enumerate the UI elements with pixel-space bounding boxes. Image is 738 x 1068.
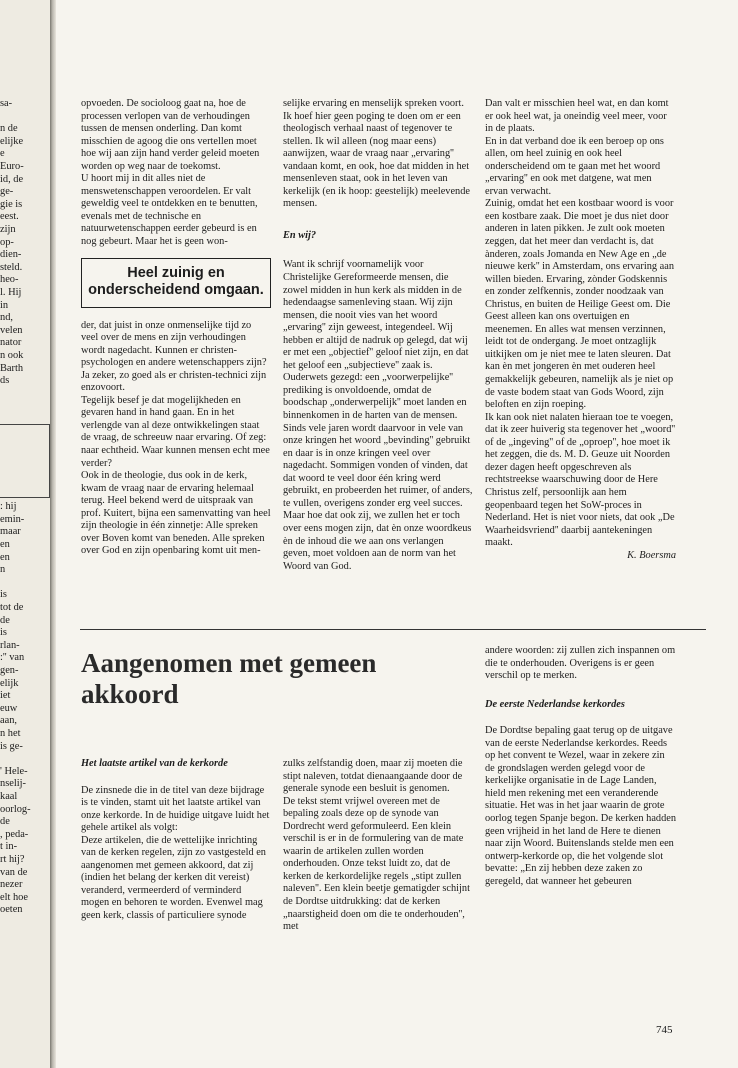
previous-page-fragment: kaal [0, 791, 18, 802]
previous-page-fragment: oeten [0, 904, 23, 916]
paragraph: zulks zelfstandig doen, maar zij moeten die stipt naleven, totdat dienaangaande door de generale synode een besluit is genomen. [283, 758, 463, 795]
previous-page-fragment: n [0, 564, 6, 576]
previous-page-fragment: l. Hij [0, 287, 22, 298]
paragraph: andere woorden: zij zullen zich inspannen om die te onderhouden. Overigens is er geen verschil op te merken. [485, 645, 676, 682]
author-signature: K. Boersma [627, 549, 676, 561]
previous-page-fragment: tot de [0, 602, 24, 613]
previous-page-fragment: nator [0, 337, 22, 349]
paragraph: U hoort mij in dit alles niet de menswetenschappen veroordelen. Er valt geweldig veel te ontdekken en te benutten, evenals met de technische en natuurwetenschappen eerder gebeurd is en nog gebeurt. Maar het is geen won- [81, 173, 258, 248]
paragraph: En in dat verband doe ik een beroep op ons allen, om heel zuinig en ook heel onderscheidend om te gaan met het woord „ervaring'' en ook met datgene, wat men ervan verwacht. [485, 135, 664, 197]
previous-page-fragment: :'' van [0, 652, 25, 664]
paragraph: selijke ervaring en menselijk spreken voort. Ik hoef hier geen poging te doen om er een theologisch verhaal naast of tegenover te stellen. Ik wil alleen (nog maar eens) aanwijzen, waar de vraag naar „ervaring'' vandaan komt, en ook, hoe dat midden in het mensenleven staat, ook in het leven van kerkelijk (en ik hoop: geestelijk) meelevende mensen. [283, 98, 470, 210]
previous-page-fragment: de [0, 614, 10, 626]
previous-page-fragment: , peda- [0, 828, 29, 840]
previous-page-fragment: steld. [0, 261, 23, 273]
paragraph: Want ik schrijf voornamelijk voor Christelijke Gereformeerde mensen, die zowel midden in hun kerk als midden in de hedendaagse samenleving staan. Wij zijn mensen, die nooit vies van het woord „ervaring'' zijn geweest, integendeel. Wij hebben er altijd de nadruk op gelegd, dat wij er met een „objectief'' geloof niet zijn, en dat het geloof een „subjectieve'' zaak is. Ouderwets gezegd: een „voorwerpelijke'' prediking is onvoldoende, omdat de boodschap „onderwerpelijk'' moet landen en binnenkomen in de harten van de mensen. Sinds vele jaren wordt daarvoor in vele van onze kringen het woord „bevinding'' gebruikt en daar is in onze kringen veel over nagedacht. Sommigen vonden of vinden, dat dat woord te veel door één kring werd gebruikt, en probeerden het ruimer, of anders, te vullen, overigens zonder erg veel succes. Maar hoe dat ook zij, we zullen het er toch over eens mogen zijn, dat èn onze woordkeus èn de inhoud die we aan ons verlangen geven, moet voldoen aan de norm van het Woord van God. [283, 259, 473, 572]
previous-page-fragment: van de [0, 866, 28, 878]
previous-page-edge [0, 0, 52, 1068]
previous-page-fragment: is ge- [0, 740, 23, 752]
page-number: 745 [656, 1024, 673, 1036]
previous-page-fragment: elijk [0, 677, 19, 689]
article1-col3 [485, 98, 676, 562]
paragraph: Deze artikelen, die de wettelijke inrichting van de kerken regelen, zijn zo vastgesteld en aangenomen met gemeen akkoord, dat zij (indien het belang der kerken dit vereist) veranderd, vermeerderd of verminderd mogen en behoren te worden. Evenwel mag geen kerk, classis of particuliere synode [81, 834, 266, 922]
previous-page-fragment: n ook [0, 350, 24, 361]
article-title: Aangenomen met gemeen akkoord [81, 648, 377, 709]
pull-quote: Heel zuinig en onderscheidend omgaan. [81, 258, 271, 308]
previous-page-fragment: velen [0, 324, 23, 336]
paragraph: Ook in de theologie, dus ook in de kerk, kwam de vraag naar de ervaring helemaal terug. Heel bekend werd de uitspraak van prof. Kuitert, bijna een samenvatting van heel zijn theologie in één zinnetje: Alle spreken over Boven komt van beneden. Alle spreken over God en zijn openbaring komt uit men- [81, 470, 271, 557]
previous-page-fragment: dien- [0, 249, 22, 261]
previous-page-fragment: eest. [0, 211, 19, 223]
section-heading: Het laatste artikel van de kerkorde [81, 758, 228, 769]
paragraph: De tekst stemt vrijwel overeen met de bepaling zoals deze op de synode van Dordrecht werd geformuleerd. Een klein verschil is er in de formulering van de mate waarin de artikelen zullen worden onderhouden. Onze tekst luidt zo, dat de kerken de kerkordelijke regels „stipt zullen naleven''. Een klein beetje gematigder schijnt de Dordtse uitdrukking: dat de kerken „naarstigheid doen om die te onderhouden'', met [283, 795, 470, 933]
previous-page-fragment: Barth [0, 362, 24, 374]
article2-col1 [81, 758, 271, 923]
previous-page-fragment: t in- [0, 841, 18, 853]
previous-page-fragment: euw [0, 702, 18, 714]
previous-page-fragment: zijn [0, 224, 16, 235]
previous-page-fragment: nezer [0, 879, 23, 891]
paragraph: Ik kan ook niet nalaten hieraan toe te voegen, dat ik zeer huiverig sta tegenover het „woord'' of de „ingeving'' of de „oproep'', hoe moet ik het zeggen, die ds. M. D. Geuze uit Noorden dezer dagen heeft opgeschreven als rechtstreekse waarschuwing door de Here Christus zelf, persoonlijk aan hem geopenbaard tegen het SoW-proces in Nederland. Het is niet voor niets, dat ook „De Waarheidsvriend'' daarbij aantekeningen maakt. [485, 411, 676, 549]
section-heading: De eerste Nederlandse kerkordes [485, 698, 625, 710]
article1-col1 [81, 98, 271, 558]
paragraph: opvoeden. De socioloog gaat na, hoe de processen verlopen van de verhoudingen tussen de mensen onderling. Dan komt misschien de agoog die ons vertellen moet hoe wij aan zijn hand verder geleid moeten worden op weg naar de toekomst. [81, 98, 260, 172]
paragraph: der, dat juist in onze onmenselijke tijd zo veel over de mens en zijn verhoudingen wordt nagedacht. Kunnen er christen-psychologen en andere wetenschappers zijn? Ja zeker, zo goed als er christen-technici zijn enzovoort. [81, 319, 267, 394]
section-heading: En wij? [283, 229, 317, 241]
previous-page-fragment: in [0, 299, 9, 311]
previous-page-fragment: : hij [0, 501, 17, 513]
previous-page-fragment: sa- [0, 98, 13, 109]
previous-page-fragment: is [0, 627, 7, 639]
article2-col3 [485, 645, 676, 888]
article-divider [80, 629, 706, 630]
previous-page-fragment: maar [0, 526, 21, 538]
paragraph: De Dordtse bepaling gaat terug op de uitgave van de eerste Nederlandse kerkordes. Reeds op het convent te Wezel, waar in zekere zin de grondslagen werden gelegd voor de kerkelijke organisatie in de Lage Landen, hield men rekening met een veranderende situatie. Het was in het jaar waarin de grote oorlog tegen Spanje begon. De kerken hadden geen vrijheid in het land de Here te dienen naar zijn Woord. Buitenslands stelde men een ontwerp-kerkorde op, die het volgende slot bevatte: „En zij hebben deze zaken zo geregeld, dat wanneer het gebeuren [485, 725, 677, 887]
previous-page-fragment: heo- [0, 274, 19, 286]
previous-page-fragment: n het [0, 728, 21, 739]
previous-page-fragment: Euro- [0, 161, 24, 172]
previous-page-fragment: iet [0, 690, 11, 702]
paragraph: Tegelijk besef je dat mogelijkheden en gevaren hand in hand gaan. En in het verlengde van al deze ontwikkelingen staat de vraag, de schreeuw naar ervaring. Of zeg: naar echtheid. Waar kunnen mensen echt mee verder? [81, 394, 270, 469]
previous-page-fragment: e [0, 148, 5, 160]
article2-col2 [283, 758, 473, 934]
previous-page-box [0, 424, 50, 498]
previous-page-fragment: gen- [0, 665, 19, 676]
previous-page-fragment: rlan- [0, 639, 20, 651]
previous-page-fragment: ds [0, 375, 10, 387]
previous-page-fragment: en [0, 551, 10, 563]
previous-page-fragment: oorlog- [0, 803, 31, 815]
previous-page-fragment: elijke [0, 135, 24, 147]
previous-page-fragment: id, de [0, 173, 24, 185]
paragraph: Dan valt er misschien heel wat, en dan komt er ook heel wat, ja oneindig veel meer, voor in de plaats. [485, 98, 669, 135]
previous-page-fragment: op- [0, 236, 14, 248]
previous-page-fragment: aan, [0, 715, 18, 727]
previous-page-fragment: ge- [0, 186, 14, 198]
previous-page-fragment: de [0, 816, 10, 828]
previous-page-fragment: is [0, 589, 7, 601]
paragraph: De zinsnede die in de titel van deze bijdrage is te vinden, stamt uit het laatste artikel van onze kerkorde. In de huidige uitgave luidt het gehele artikel als volgt: [81, 784, 270, 834]
previous-page-fragment: emin- [0, 513, 25, 525]
article1-col2 [283, 98, 473, 573]
previous-page-fragment: nd, [0, 312, 13, 324]
paragraph: Zuinig, omdat het een kostbaar woord is voor een kostbare zaak. Die moet je dus niet door anderen in laten pikken. Je zult ook moeten zeggen, dat het meer dan verdacht is, dat ànderen, zoals Jomanda en New Age en „de nieuwe kerk'' in Amsterdam, ons ervaring aan willen bieden. Ervaring, zònder Godskennis en zonder zelfkennis, zonder noodzaak van Christus, en buiten de Heilige Geest om. Die Geest alleen kan ons overtuigen en meenemen. En alles wat mensen verzinnen, leidt tot de ondergang. Je moet ontzaglijk uitkijken om je niet mee te laten sleuren. Dat kan èn met jongeren èn met ouderen heel gemakkelijk gebeuren, namelijk als je niet op de vaste bodem staat van Gods Woord, zijn beloften en zijn roeping. [485, 198, 674, 411]
previous-page-fragment: n de [0, 123, 18, 135]
previous-page-fragment: rt hij? [0, 854, 25, 865]
previous-page-fragment: en [0, 539, 10, 550]
previous-page-fragment: gie is [0, 198, 23, 210]
previous-page-fragment: nselij- [0, 778, 26, 790]
previous-page-fragment: elt hoe [0, 891, 28, 903]
previous-page-fragment: ' Hele- [0, 765, 28, 777]
